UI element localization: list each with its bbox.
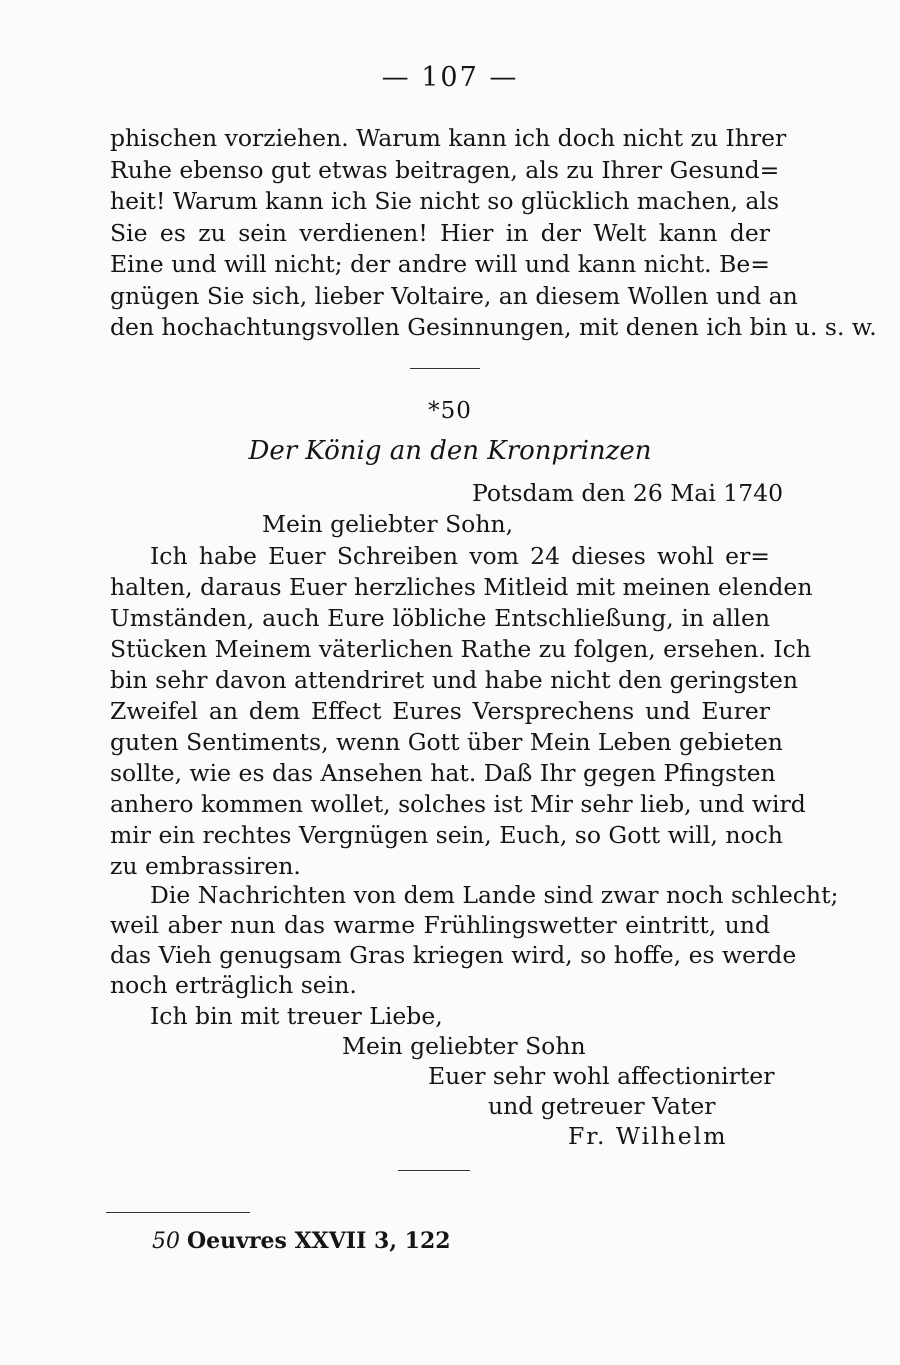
letter-body-line: Umständen, auch Eure löbliche Entschließung, in allen <box>110 604 770 632</box>
continuation-line: phischen vorziehen. Warum kann ich doch nicht zu Ihrer <box>110 124 787 152</box>
letter-body-line: sollte, wie es das Ansehen hat. Daß Ihr gegen Pfingsten <box>110 759 776 787</box>
continuation-line: gnügen Sie sich, lieber Voltaire, an diesem Wollen und an <box>110 282 798 310</box>
letter-number: *50 <box>428 398 472 424</box>
section-divider <box>398 1170 470 1171</box>
salutation: Mein geliebter Sohn, <box>262 510 514 538</box>
letter-body-line: weil aber nun das warme Frühlingswetter eintritt, und <box>110 911 770 939</box>
closing-line: Mein geliebter Sohn <box>342 1032 586 1060</box>
signature: Fr. Wilhelm <box>568 1122 728 1150</box>
letter-body-line: guten Sentiments, wenn Gott über Mein Leben gebieten <box>110 728 783 756</box>
footnote-rule <box>106 1212 250 1213</box>
closing-line: und getreuer Vater <box>488 1092 716 1120</box>
continuation-line: den hochachtungsvollen Gesinnungen, mit denen ich bin u. s. w. <box>110 313 877 341</box>
letter-body-line: mir ein rechtes Vergnügen sein, Euch, so Gott will, noch <box>110 821 783 849</box>
letter-body-line: Ich habe Euer Schreiben vom 24 dieses wohl er= <box>150 542 770 570</box>
letter-body-line: Stücken Meinem väterlichen Rathe zu folgen, ersehen. Ich <box>110 635 811 663</box>
continuation-line: Eine und will nicht; der andre will und kann nicht. Be= <box>110 250 770 278</box>
section-divider <box>410 368 480 369</box>
closing-line: Euer sehr wohl affectionirter <box>428 1062 775 1090</box>
letter-body-line: halten, daraus Euer herzliches Mitleid mit meinen elenden <box>110 573 813 601</box>
closing-line: Ich bin mit treuer Liebe, <box>150 1002 443 1030</box>
letter-body-line: Zweifel an dem Effect Eures Versprechens und Eurer <box>110 697 770 725</box>
letter-body-line: anhero kommen wollet, solches ist Mir sehr lieb, und wird <box>110 790 806 818</box>
continuation-line: Sie es zu sein verdienen! Hier in der Welt kann der <box>110 219 770 247</box>
letter-body-line: noch erträglich sein. <box>110 971 357 999</box>
letter-body-line: Die Nachrichten von dem Lande sind zwar noch schlecht; <box>150 881 839 909</box>
footnote <box>152 1228 451 1254</box>
letter-title: Der König an den Kronprinzen <box>248 436 652 466</box>
continuation-line: Ruhe ebenso gut etwas beitragen, als zu Ihrer Gesund= <box>110 156 780 184</box>
footnote-number: 50 <box>152 1229 180 1254</box>
place-date: Potsdam den 26 Mai 1740 <box>472 479 784 507</box>
continuation-line: heit! Warum kann ich Sie nicht so glücklich machen, als <box>110 187 780 215</box>
letter-body-line: bin sehr davon attendriret und habe nicht den geringsten <box>110 666 799 694</box>
letter-body-line: das Vieh genugsam Gras kriegen wird, so hoffe, es werde <box>110 941 797 969</box>
footnote-text: Oeuvres XXVII 3, 122 <box>187 1228 451 1254</box>
letter-body-line: zu embrassiren. <box>110 852 301 880</box>
page-number: — 107 — <box>381 62 519 93</box>
